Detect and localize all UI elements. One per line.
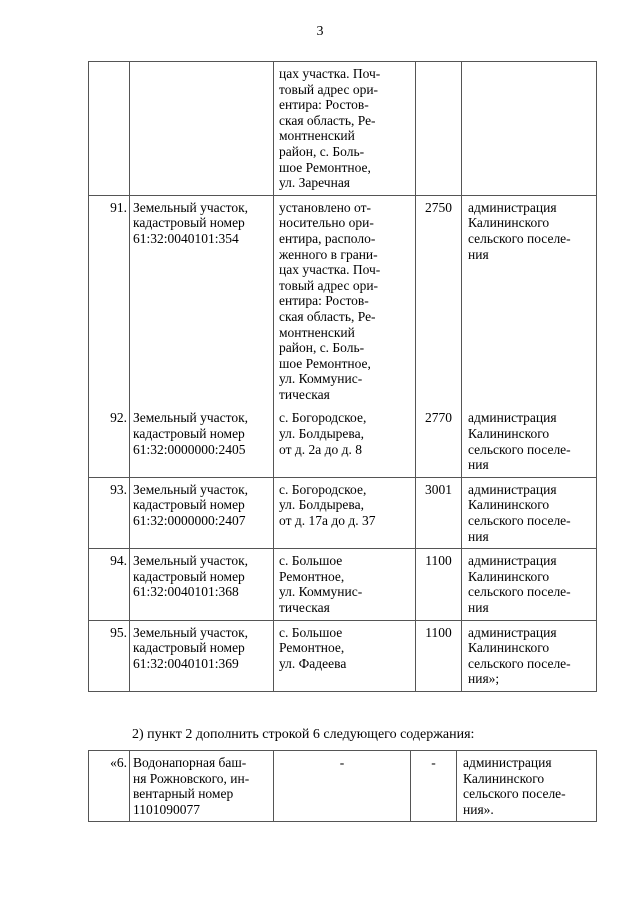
cell-line: Калининского	[468, 568, 550, 584]
area-cell: 3001	[416, 477, 462, 548]
cell-line: ул. Фадеева	[279, 655, 347, 671]
cell-line: ентира, располо-	[279, 230, 376, 246]
object-cell	[130, 406, 274, 477]
location-cell	[274, 406, 416, 477]
holder-cell	[462, 549, 597, 620]
object-cell	[130, 620, 274, 691]
holder-cell	[462, 620, 597, 691]
row-number: 93.	[89, 477, 130, 548]
cell-line: ентира: Ростов-	[279, 293, 369, 309]
row-number: 91.	[89, 195, 130, 406]
cell-line: женного в грани-	[279, 246, 378, 262]
cell-line: шое Ремонтное,	[279, 159, 371, 175]
holder-cell	[462, 195, 597, 406]
cell-line: администрация	[468, 624, 557, 640]
table-row	[89, 477, 597, 548]
cell-line: с. Богородское,	[279, 410, 367, 426]
cell-line: ул. Коммунис-	[279, 584, 363, 600]
area-cell: 1100	[416, 620, 462, 691]
row-number: 92.	[89, 406, 130, 477]
cell-line: ентира: Ростов-	[279, 97, 369, 113]
cell-line: ул. Болдырева,	[279, 497, 364, 513]
cell-line: ул. Коммунис-	[279, 371, 363, 387]
row-number: 95.	[89, 620, 130, 691]
holder-cell	[462, 62, 597, 196]
cell-line: 61:32:0040101:368	[133, 584, 239, 600]
cell-line: ня Рожновского, ин-	[133, 770, 250, 786]
cell-line: кадастровый номер	[133, 640, 245, 656]
location-cell	[274, 549, 416, 620]
cell-line: товый адрес ори-	[279, 81, 379, 97]
cell-line: Земельный участок,	[133, 624, 249, 640]
cell-line: носительно ори-	[279, 215, 374, 231]
cell-line: 61:32:0040101:354	[133, 230, 239, 246]
cell-line: кадастровый номер	[133, 568, 245, 584]
area-cell	[416, 62, 462, 196]
amendment-note: 2) пункт 2 дополнить строкой 6 следующего содержания:	[132, 727, 475, 742]
area-cell: -	[411, 751, 457, 822]
table-row	[89, 195, 597, 406]
cell-line: Водонапорная баш-	[133, 755, 247, 770]
cell-line: Калининского	[468, 497, 550, 513]
cell-line: Земельный участок,	[133, 481, 249, 497]
row-number: «6.	[89, 751, 130, 822]
location-cell	[274, 477, 416, 548]
cell-line: Калининского	[468, 640, 550, 656]
cell-line: шое Ремонтное,	[279, 355, 371, 371]
object-cell	[130, 195, 274, 406]
cell-line: с. Большое	[279, 553, 343, 569]
objects-table	[88, 61, 597, 692]
cell-line: монтненский	[279, 128, 355, 144]
cell-line: ния	[468, 600, 489, 615]
cell-line: цах участка. Поч-	[279, 66, 381, 81]
cell-line: 61:32:0000000:2407	[133, 513, 246, 529]
cell-line: ния	[468, 528, 489, 544]
holder-cell	[462, 406, 597, 477]
cell-line: администрация	[463, 755, 552, 770]
cell-line: кадастровый номер	[133, 426, 245, 442]
table-row	[89, 549, 597, 620]
cell-line: с. Большое	[279, 624, 343, 640]
cell-line: тическая	[279, 386, 330, 402]
cell-line: ния»;	[468, 671, 500, 687]
cell-line: установлено от-	[279, 199, 372, 215]
location-cell	[274, 620, 416, 691]
cell-line: товый адрес ори-	[279, 277, 379, 293]
cell-line: Ремонтное,	[279, 568, 345, 584]
table-row	[89, 751, 597, 822]
cell-line: 61:32:0040101:369	[133, 655, 239, 671]
cell-line: вентарный номер	[133, 786, 234, 802]
cell-line: тическая	[279, 600, 330, 615]
cell-line: 1101090077	[133, 801, 200, 817]
cell-line: район, с. Боль-	[279, 143, 365, 159]
cell-line: Земельный участок,	[133, 199, 249, 215]
location-cell	[274, 62, 416, 196]
cell-line: Земельный участок,	[133, 410, 249, 426]
object-cell	[130, 477, 274, 548]
cell-line: Калининского	[468, 426, 550, 442]
cell-line: ния».	[463, 801, 494, 817]
cell-line: Калининского	[463, 770, 545, 786]
row-number: 94.	[89, 549, 130, 620]
table-row	[89, 62, 597, 196]
cell-line: монтненский	[279, 324, 355, 340]
cell-line: ул. Болдырева,	[279, 426, 364, 442]
cell-line: Калининского	[468, 215, 550, 231]
cell-line: ул. Заречная	[279, 175, 351, 191]
object-cell	[130, 751, 274, 822]
holder-cell	[457, 751, 597, 822]
cell-line: сельского поселе-	[468, 655, 571, 671]
location-cell: -	[274, 751, 411, 822]
cell-line: ская область, Ре-	[279, 112, 376, 128]
cell-line: сельского поселе-	[468, 513, 571, 529]
area-cell: 2750	[416, 195, 462, 406]
cell-line: кадастровый номер	[133, 215, 245, 231]
cell-line: сельского поселе-	[468, 230, 571, 246]
cell-line: от д. 17а до д. 37	[279, 513, 376, 529]
cell-line: кадастровый номер	[133, 497, 245, 513]
area-cell: 1100	[416, 549, 462, 620]
cell-line: 61:32:0000000:2405	[133, 441, 246, 457]
cell-line: сельского поселе-	[463, 786, 566, 802]
row-number	[89, 62, 130, 196]
cell-line: ния	[468, 457, 489, 473]
cell-line: сельского поселе-	[468, 441, 571, 457]
cell-line: район, с. Боль-	[279, 340, 365, 356]
location-cell	[274, 195, 416, 406]
cell-line: ния	[468, 246, 489, 262]
cell-line: администрация	[468, 481, 557, 497]
object-cell	[130, 62, 274, 196]
cell-line: ская область, Ре-	[279, 308, 376, 324]
cell-line: цах участка. Поч-	[279, 262, 381, 278]
cell-line: Земельный участок,	[133, 553, 249, 569]
cell-line: администрация	[468, 199, 557, 215]
water-tower-table	[88, 750, 597, 822]
object-cell	[130, 549, 274, 620]
cell-line: Ремонтное,	[279, 640, 345, 656]
cell-line: от д. 2а до д. 8	[279, 441, 362, 457]
page-number: 3	[316, 24, 324, 39]
cell-line: администрация	[468, 410, 557, 426]
cell-line: администрация	[468, 553, 557, 569]
cell-line: с. Богородское,	[279, 481, 367, 497]
holder-cell	[462, 477, 597, 548]
area-cell: 2770	[416, 406, 462, 477]
cell-line: сельского поселе-	[468, 584, 571, 600]
table-row	[89, 406, 597, 477]
table-row	[89, 620, 597, 691]
